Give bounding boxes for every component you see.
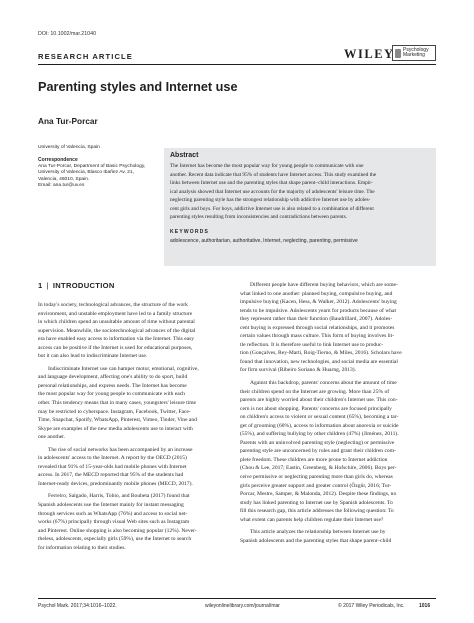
text-line: parents are highly worried about their children's Internet use. This con-: [240, 397, 398, 404]
text-line: fill this research gap, this article addresses the following question: To: [240, 508, 394, 515]
text-line: Time, Snapchat, Spotify, WhatsApp, Pinterest, Vimeo, Tinder, Vine and: [38, 417, 197, 424]
correspondence-details: [38, 164, 164, 189]
text-line: certain values through mass culture. This form of buying involves lit-: [240, 333, 395, 340]
abstract-line: ical analysis showed that Internet use accounts for the majority of adolescents' leisure time. The: [170, 188, 375, 195]
section-separator: |: [46, 281, 49, 290]
correspondence-line: University of Valencia, Blasco Ibañez Av. 21,: [38, 170, 134, 176]
text-line: one another.: [38, 434, 66, 441]
correspondence-heading: Correspondence: [38, 157, 78, 163]
journal-logo: [392, 45, 436, 61]
text-line: for firm survival (Ribeiro Soriano & Huarng, 2013).: [240, 367, 356, 374]
text-line: they represent rather than their function (Baudrillard, 2007). Adoles-: [240, 316, 393, 323]
correspondence-email[interactable]: Email: ana.tur@uv.es: [38, 182, 85, 188]
paragraph: [38, 301, 234, 361]
footer-url[interactable]: wileyonlinelibrary.com/journal/mar: [205, 603, 280, 609]
abstract-text: [170, 162, 431, 222]
keywords: adolescence, authoritarian, authoritative, Internet, neglecting, parenting, permissive: [170, 237, 358, 244]
footer-divider: [38, 598, 436, 599]
text-line: tle reflection. It is therefore useful to link Internet use to produc-: [240, 341, 384, 348]
text-line: get of grooming (60%), access to information about anorexia or suicide: [240, 422, 399, 429]
text-line: in which children spend an unsuitable amount of time without parental: [38, 319, 195, 326]
paragraph: [38, 446, 234, 489]
text-line: other. This tendency means that in many cases, youngsters' leisure time: [38, 400, 197, 407]
text-line: access. In 2017, the MECD reported that 95% of the students had: [38, 472, 184, 479]
text-line: for information relating to their studies.: [38, 544, 126, 551]
text-line: In today's society, technological advances, the structure of the work: [38, 302, 188, 308]
text-line: and language development, affecting one's ability to do sport, build: [38, 374, 188, 381]
doi: DOI: 10.1002/mar.21040: [38, 31, 97, 37]
publisher-logo: WILEY: [344, 47, 395, 61]
text-line: what linked to one another: planned buying, compulsive buying, and: [240, 290, 393, 297]
text-line: revealed that 91% of 15-year-olds had mobile phones with Internet: [38, 463, 187, 470]
text-line: girls perceive greater support and greater control (Özgür, 2016; Tur-: [240, 482, 392, 489]
page-number: 1016: [419, 603, 431, 609]
abstract-box: [164, 148, 436, 266]
text-line: cern is not about shopping. Parents' concerns are focused principally: [240, 405, 392, 412]
text-line: Internet-ready devices, predominantly mobile phones (MECD, 2017).: [38, 480, 193, 487]
left-column: [38, 301, 234, 552]
text-line: The rise of social networks has been accompanied by an increase: [48, 446, 193, 453]
section-number: 1: [38, 281, 43, 290]
header-divider: [38, 64, 436, 65]
text-line: Different people have different buying behaviors, which are some-: [250, 282, 398, 288]
text-line: in adolescents' access to the Internet. A report by the OECD (2015): [38, 455, 187, 462]
paragraph: [240, 379, 436, 524]
text-line: (55%), and suffering bullying by other children (47%) (Jiménez, 2011).: [240, 431, 399, 438]
text-line: parenting style are unconcerned by rules and grant their children com-: [240, 448, 396, 455]
journal-logo-icon: [395, 49, 401, 58]
text-line: cent buying is expressed through social relationships, and it promotes: [240, 324, 395, 331]
text-line: access can be positive if the Internet is used for educational purposes,: [38, 344, 193, 351]
text-line: Indiscriminate Internet use can hamper motor, emotional, cognitive,: [48, 365, 199, 372]
abstract-line: cent girls and boys. For boys, addictive Internet use is also related to a combination of different: [170, 205, 374, 212]
section-heading: [38, 281, 115, 290]
affiliation: University of Valencia, Spain: [38, 145, 100, 150]
text-line: environment, and unstable employment have led to a family structure: [38, 310, 193, 317]
text-line: Porcar, Mestre, Samper, & Malonda, 2012). Despite these findings, no: [240, 491, 397, 498]
text-line: their children spend on the Internet are growing. More than 25% of: [240, 388, 390, 395]
text-line: Skype are examples of the new media adolescents use to interact with: [38, 425, 193, 432]
text-line: plete freedom. These children are more prone to Internet addiction: [240, 456, 388, 463]
paragraph: [240, 281, 436, 375]
text-line: (Chou & Lee, 2017; Eastin, Greenberg, & Hofschire, 2006). Boys per-: [240, 465, 397, 472]
abstract-line: parenting styles resulting from inconsistencies and contradictions between parents.: [170, 214, 348, 220]
text-line: what extent can parents help children regulate their Internet use?: [240, 516, 384, 523]
right-column: [240, 281, 436, 545]
section-title: INTRODUCTION: [52, 281, 115, 290]
abstract-line: neglecting parenting style has the strongest relationship with addictive Internet use by adoles-: [170, 197, 371, 203]
correspondence-line: Ana Tur-Porcar, Department of Basic Psychology,: [38, 164, 146, 169]
abstract-line: links between Internet use and the parenting styles that shape parent–child interactions. Empir-: [170, 180, 373, 186]
text-line: Parents with an uninvolved parenting style (neglecting) or permissive: [240, 439, 395, 446]
article-title: Parenting styles and Internet use: [38, 80, 238, 94]
correspondence-line: Valencia, 46010, Spain.: [38, 176, 90, 182]
text-line: the most popular way for young people to communicate with each: [38, 391, 185, 398]
text-line: on children's access to violent or sexual content (65%), becoming a tar-: [240, 414, 399, 421]
paragraph: [38, 492, 234, 552]
footer-copyright: © 2017 Wiley Periodicals, Inc.: [338, 603, 405, 609]
text-line: and Pinterest. Online shopping is also becoming popular (12%). Never-: [38, 527, 197, 534]
text-line: personal relationships, and express needs. The Internet has become: [38, 382, 187, 389]
abstract-heading: Abstract: [170, 152, 199, 159]
abstract-line: The Internet has become the most popular way for young people to communicate with one: [170, 163, 364, 169]
text-line: Spanish adolescents use the Internet mainly for instant messaging: [38, 502, 184, 509]
text-line: impulsive buying (Kacen, Hess, & Walker, 2012). Adolescents' buying: [240, 299, 397, 306]
author: Ana Tur-Porcar: [38, 116, 98, 126]
text-line: tion (Gonçalves, Rey-Marti, Roig-Tierno, & Miles, 2016). Scholars have: [240, 350, 402, 357]
paragraph: [240, 528, 436, 545]
text-line: found that innovation, new technologies, and social media are essential: [240, 358, 398, 365]
text-line: Ferreiro, Salgado, Harris, Tobio, and Boubeta (2017) found that: [48, 493, 190, 500]
text-line: but it can also lead to indiscriminate Internet use.: [38, 353, 148, 360]
text-line: may be restricted to cyberspace. Instagram, Facebook, Twitter, Face-: [38, 408, 191, 415]
text-line: Spanish adolescents and the parenting styles that shape parent–child: [240, 537, 392, 544]
text-line: theless, adolescents, especially girls (59%), use the Internet to search: [38, 536, 192, 543]
text-line: tends to be impulsive. Adolescents yearn for products because of what: [240, 307, 397, 314]
journal-logo-line1: Psychology: [403, 46, 429, 53]
text-line: Against this backdrop, parents' concerns about the amount of time: [250, 380, 397, 387]
text-line: supervision. Meanwhile, the sociotechnological advances of the digital: [38, 327, 196, 334]
footer-citation: Psychol Mark. 2017;34:1016–1022.: [38, 603, 117, 609]
article-type: RESEARCH ARTICLE: [38, 52, 133, 61]
text-line: This article analyzes the relationship between Internet use by: [250, 529, 386, 536]
text-line: through services such as WhatsApp (76%) and access to social net-: [38, 510, 188, 517]
paragraph: [38, 365, 234, 442]
text-line: era have enabled easy access to information via the Internet. This easy: [38, 336, 195, 343]
keywords-heading: KEYWORDS: [170, 228, 210, 235]
journal-logo-line2: Marketing: [403, 52, 425, 59]
text-line: ceive permissive or neglecting parenting more than girls do, whereas: [240, 474, 393, 481]
text-line: study has linked parenting to Internet use by Spanish adolescents. To: [240, 499, 393, 506]
abstract-line: another. Recent data indicate that 95% of students have Internet access. This study examined the: [170, 171, 377, 178]
text-line: works (67%) principally through visual Web sites such as Instagram: [38, 519, 190, 526]
